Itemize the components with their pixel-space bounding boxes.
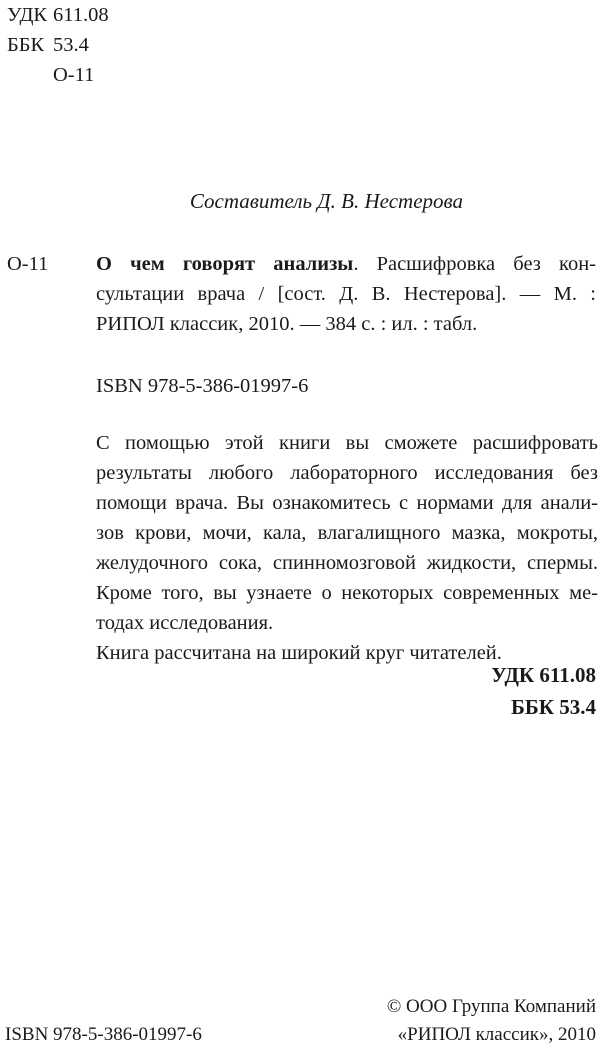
annotation-line: С помощью этой книги вы сможете расшифровать (96, 432, 598, 454)
annotation-line: результаты любого лабораторного исследования без (96, 462, 598, 484)
annotation-line: желудочного сока, спинномозговой жидкости, спермы. (96, 552, 598, 574)
book-title: О чем говорят анализы (96, 253, 354, 275)
isbn: ISBN 978-5-386-01997-6 (96, 375, 309, 397)
bbk-label: ББК (7, 34, 45, 56)
entry-author-mark: О-11 (7, 253, 49, 275)
annotation-line: Книга рассчитана на широкий круг читателей. (96, 642, 502, 664)
annotation-line: зов крови, мочи, кала, влагалищного мазка, мокроты, (96, 522, 598, 544)
annotation-line: помощи врача. Вы ознакомитесь с нормами для анали- (96, 492, 598, 514)
description-line-1-rest: . Расшифровка без кон- (353, 253, 596, 275)
author-mark-value: О-11 (53, 64, 95, 86)
description-line-1 (96, 249, 596, 279)
udk-bold: УДК 611.08 (491, 663, 596, 687)
annotation-line: тодах исследования. (96, 612, 274, 634)
bibliographic-description (96, 249, 596, 339)
udk-value: 611.08 (53, 4, 109, 26)
classification-codes-bold (491, 659, 596, 723)
copyright-notice (387, 993, 596, 1049)
author-mark (7, 60, 109, 90)
description-line-2: сультации врача / [сост. Д. В. Нестерова]. — М. : (96, 283, 596, 305)
annotation (96, 428, 598, 668)
annotation-line: Кроме того, вы узнаете о некоторых современных ме- (96, 582, 598, 604)
copyright-line-2: «РИПОЛ классик», 2010 (397, 1024, 596, 1045)
bbk-code (7, 30, 109, 60)
compiler-credit: Составитель Д. В. Нестерова (189, 189, 463, 213)
isbn-footer: ISBN 978-5-386-01997-6 (5, 1024, 202, 1045)
udk-label: УДК (7, 4, 48, 26)
udk-code (7, 0, 109, 30)
description-line-3: РИПОЛ классик, 2010. — 384 с. : ил. : табл. (96, 313, 478, 335)
bbk-value: 53.4 (53, 34, 89, 56)
copyright-line-1: © ООО Группа Компаний (386, 996, 596, 1017)
classification-codes (7, 0, 109, 90)
bbk-bold: ББК 53.4 (511, 695, 596, 719)
